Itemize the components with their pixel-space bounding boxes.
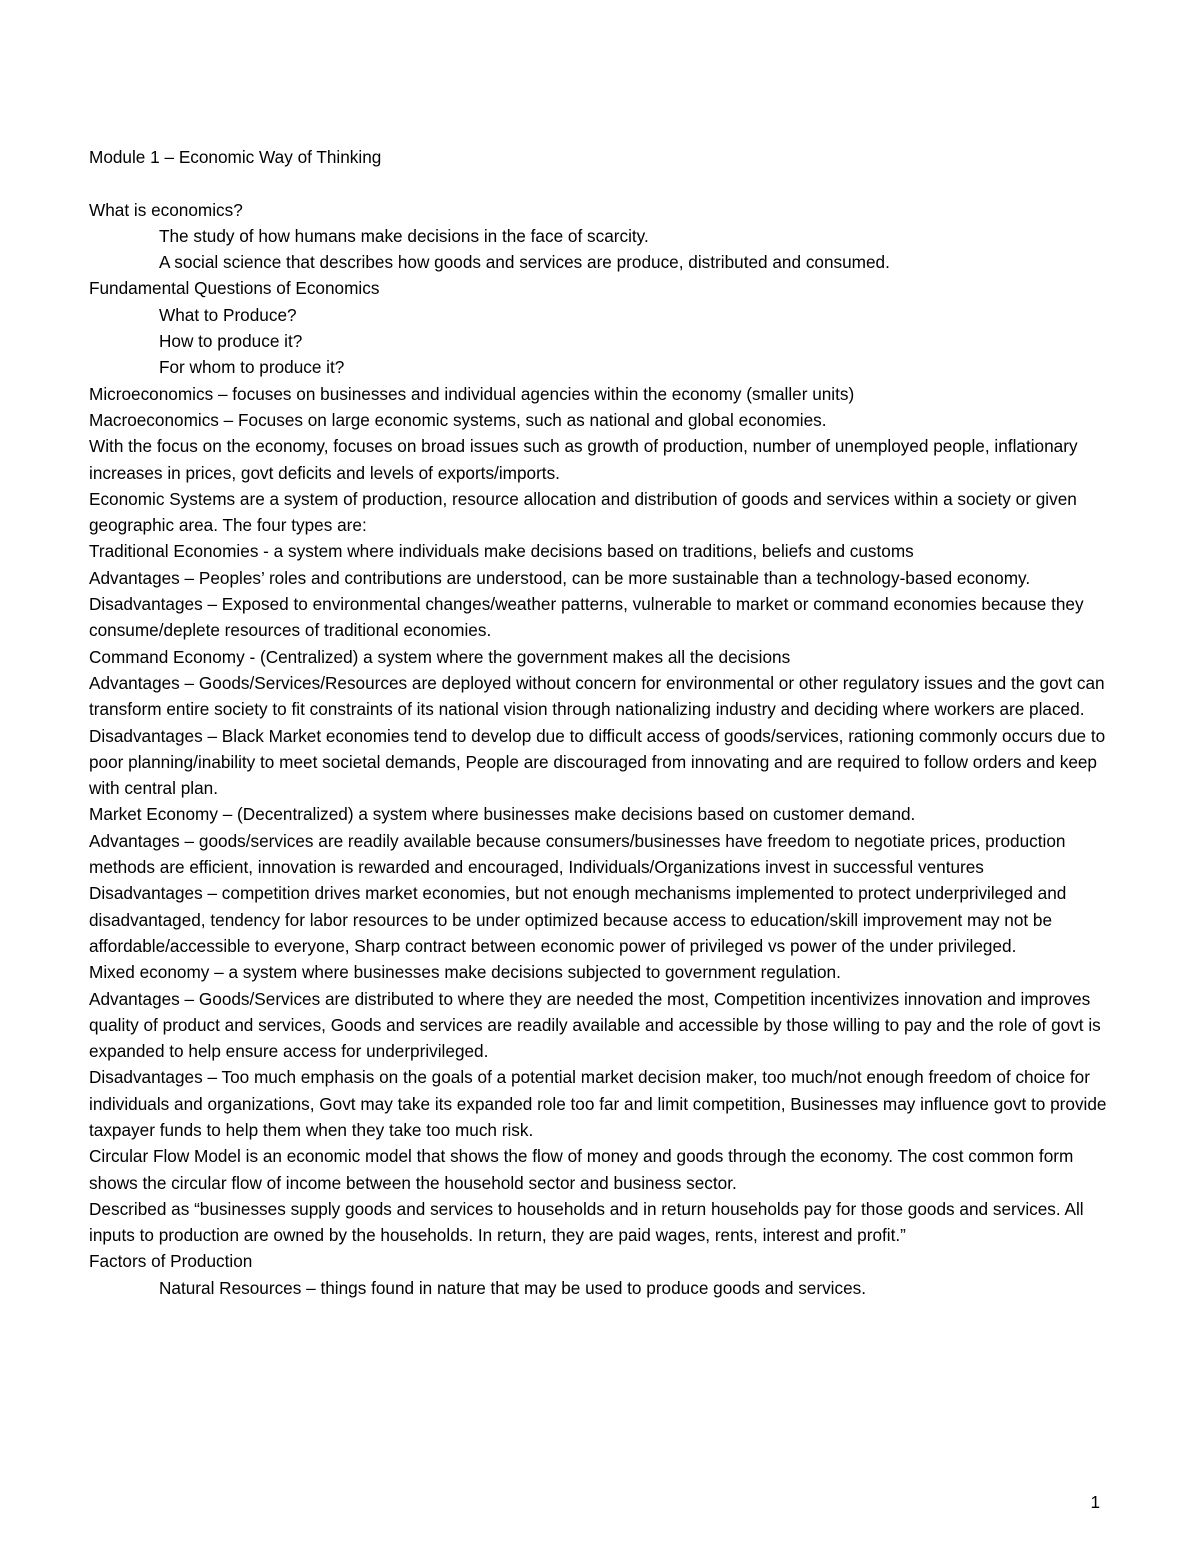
command-disadvantages-paragraph: Disadvantages – Black Market economies tend to develop due to difficult access of goods/services, rationing commonly occurs due to poor planning/inability to meet societal demands, People are discouraged from innovating and are required to follow orders and keep with central plan. [89, 725, 1106, 799]
definition-line: A social science that describes how goods and services are produce, distributed and consumed. [159, 252, 890, 273]
definition-line: The study of how humans make decisions in the face of scarcity. [159, 225, 649, 246]
page-title: Module 1 – Economic Way of Thinking [89, 147, 382, 167]
blank-line [89, 170, 1119, 196]
command-economy-paragraph: Command Economy - (Centralized) a system where the government makes all the decisions [89, 646, 791, 667]
command-advantages-paragraph: Advantages – Goods/Services/Resources are deployed without concern for environmental or other regulatory issues and the govt can transform entire society to fit constraints of its national vision through nationalizing industry and deciding where workers are placed. [89, 672, 1105, 720]
heading-factors-of-production: Factors of Production [89, 1251, 253, 1272]
macroeconomics-detail-paragraph: With the focus on the economy, focuses on broad issues such as growth of production, number of unemployed people, inflationary increases in prices, govt deficits and levels of exports/imports. [89, 436, 1078, 483]
circular-flow-paragraph: Circular Flow Model is an economic model that shows the flow of money and goods through the economy. The cost common form shows the circular flow of income between the household sector and business sector. [89, 1146, 1074, 1193]
market-disadvantages-paragraph: Disadvantages – competition drives market economies, but not enough mechanisms implemented to protect underprivileged and disadvantaged, tendency for labor resources to be under optimized because access to education/skill improvement may not be affordable/accessible to everyone, Sharp contract between economic power of privileged vs power of the under privileged. [89, 883, 1067, 956]
macroeconomics-paragraph: Macroeconomics – Focuses on large economic systems, such as national and global economies. [89, 409, 827, 430]
document-body [89, 144, 1119, 1301]
natural-resources-line: Natural Resources – things found in nature that may be used to produce goods and services. [159, 1277, 867, 1298]
question-line: For whom to produce it? [159, 357, 345, 378]
market-advantages-paragraph: Advantages – goods/services are readily available because consumers/businesses have freedom to negotiate prices, production methods are efficient, innovation is rewarded and encouraged, Individuals/Organizations invest in successful ventures [89, 830, 1066, 878]
heading-fundamental-questions: Fundamental Questions of Economics [89, 278, 380, 299]
economic-systems-paragraph: Economic Systems are a system of production, resource allocation and distribution of goods and services within a society or given geographic area. The four types are: [89, 488, 1077, 536]
circular-flow-quote-paragraph: Described as “businesses supply goods and services to households and in return households pay for those goods and services. All inputs to production are owned by the households. In return, they are paid wages, rents, interest and profit.” [89, 1198, 1084, 1246]
traditional-advantages-paragraph: Advantages – Peoples’ roles and contributions are understood, can be more sustainable than a technology-based economy. [89, 567, 1031, 588]
question-line: What to Produce? [159, 304, 297, 325]
question-line: How to produce it? [159, 331, 303, 352]
microeconomics-paragraph: Microeconomics – focuses on businesses and individual agencies within the economy (smaller units) [89, 383, 855, 404]
traditional-economies-paragraph: Traditional Economies - a system where individuals make decisions based on traditions, beliefs and customs [89, 541, 914, 562]
mixed-disadvantages-paragraph: Disadvantages – Too much emphasis on the goals of a potential market decision maker, too much/not enough freedom of choice for individuals and organizations, Govt may take its expanded role too far and limit competition, Businesses may influence govt to provide taxpayer funds to help them when they take too much risk. [89, 1067, 1107, 1140]
traditional-disadvantages-paragraph: Disadvantages – Exposed to environmental changes/weather patterns, vulnerable to market or command economies because they consume/deplete resources of traditional economies. [89, 594, 1084, 641]
market-economy-paragraph: Market Economy – (Decentralized) a system where businesses make decisions based on customer demand. [89, 804, 916, 825]
page-number: 1 [1090, 1492, 1100, 1512]
heading-what-is-economics: What is economics? [89, 199, 243, 220]
mixed-economy-paragraph: Mixed economy – a system where businesses make decisions subjected to government regulation. [89, 962, 841, 983]
mixed-advantages-paragraph: Advantages – Goods/Services are distributed to where they are needed the most, Competition incentivizes innovation and improves quality of product and services, Goods and services are readily available and accessible by those willing to pay and the role of govt is expanded to help ensure access for underprivileged. [89, 988, 1101, 1062]
